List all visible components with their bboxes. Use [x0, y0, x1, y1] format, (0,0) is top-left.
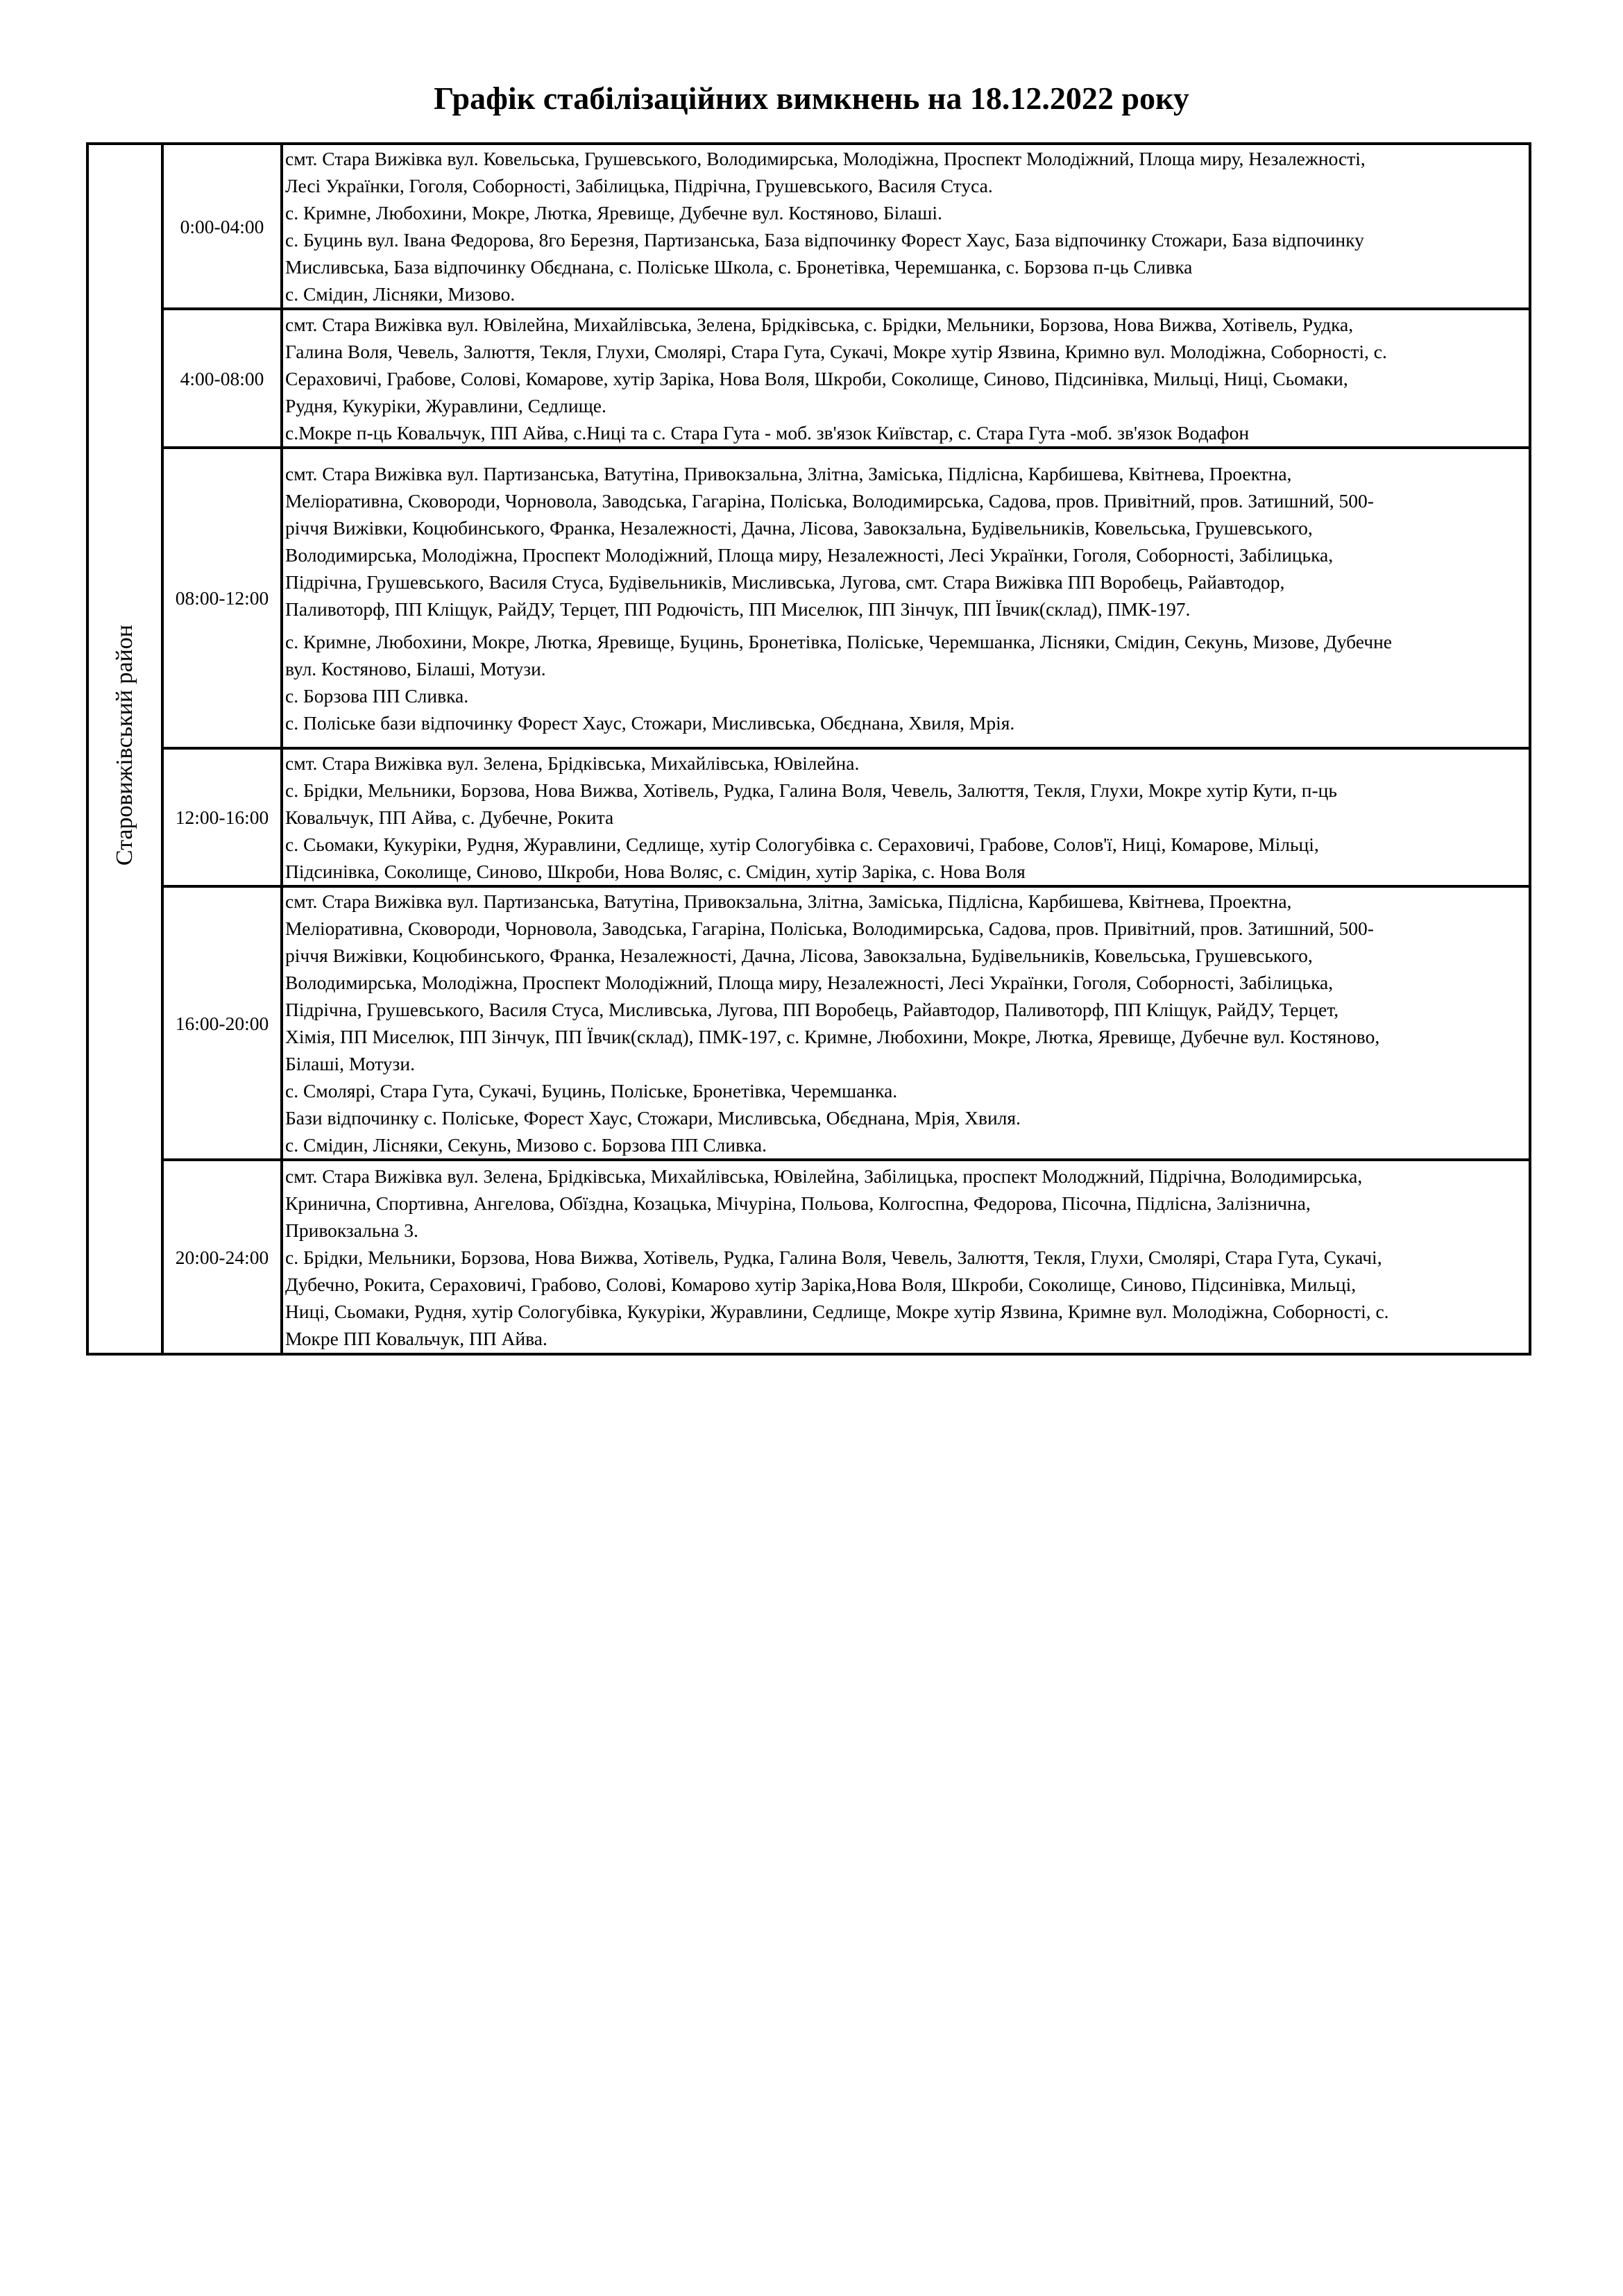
schedule-row	[87, 309, 1530, 448]
area-line: Мокре ПП Ковальчук, ПП Айва.	[285, 1327, 547, 1349]
time-slot-cell	[162, 1160, 282, 1354]
area-line: Хімія, ПП Миселюк, ПП Зінчук, ПП Ївчик(склад), ПМК-197, с. Кримне, Любохини, Мокре, Лютка, Яревище, Дубечне вул. Костяново,	[285, 1026, 1380, 1047]
area-line: Рудня, Кукуріки, Журавлини, Седлище.	[285, 394, 606, 416]
time-slot-cell	[162, 309, 282, 448]
outage-schedule-table	[86, 142, 1531, 1356]
area-line: с. Буцинь вул. Івана Федорова, 8го Березня, Партизанська, База відпочинку Форест Хаус, База відпочинку Стожари, База відпочинку	[285, 229, 1364, 251]
area-line: с. Сьомаки, Кукуріки, Рудня, Журавлини, Седлище, хутір Сологубівка с. Сераховичі, Грабове, Солов'ї, Ниці, Комарове, Мільці,	[285, 834, 1319, 855]
area-line: Підрічна, Грушевського, Василя Стуса, Мисливська, Лугова, ПП Воробець, Райавтодор, Паливоторф, ПП Кліщук, РайДУ, Терцет,	[285, 999, 1339, 1020]
time-slot-cell	[162, 448, 282, 748]
time-slot: 4:00-08:00	[180, 367, 264, 389]
area-line: с.Мокре п-ць Ковальчук, ПП Айва, с.Ниці та с. Стара Гута - моб. зв'язок Київстар, с. Стара Гута -моб. зв'язок Водафон	[285, 421, 1250, 444]
area-line: Лесі Українки, Гоголя, Соборності, Забілицька, Підрічна, Грушевського, Василя Стуса.	[285, 175, 993, 196]
district-cell	[87, 144, 162, 1354]
time-slot-cell	[162, 748, 282, 886]
schedule-row	[87, 748, 1530, 886]
area-line: Сераховичі, Грабове, Солові, Комарове, хутір Заріка, Нова Воля, Шкроби, Соколище, Синово, Підсинівка, Мильці, Ниці, Сьомаки,	[285, 367, 1348, 389]
affected-areas-cell	[282, 886, 1530, 1160]
area-line: смт. Стара Вижівка вул. Ювілейна, Михайлівська, Зелена, Брідківська, с. Брідки, Мельники, Борзова, Нова Вижва, Хотівель, Рудка,	[285, 313, 1354, 335]
area-line: Меліоративна, Сковороди, Чорновола, Заводська, Гагаріна, Поліська, Володимирська, Садова, пров. Привітний, пров. Затишний, 500-	[285, 918, 1374, 939]
area-line: смт. Стара Вижівка вул. Партизанська, Ватутіна, Привокзальна, Злітна, Заміська, Підлісна, Карбишева, Квітнева, Проектна,	[285, 890, 1292, 912]
area-line: Галина Воля, Чевель, Залюття, Текля, Глухи, Смолярі, Стара Гута, Сукачі, Мокре хутір Язвина, Кримно вул. Молодіжна, Соборності, с.	[285, 340, 1387, 362]
area-line: Мисливська, База відпочинку Обєднана, с. Поліське Школа, с. Бронетівка, Черемшанка, с. Борзова п-ць Сливка	[285, 256, 1193, 278]
affected-areas-cell	[282, 309, 1530, 448]
area-line: с. Смідин, Лісняки, Секунь, Мизово с. Борзова ПП Сливка.	[285, 1134, 767, 1156]
schedule-body	[87, 144, 1530, 1354]
area-line: Володимирська, Молодіжна, Проспект Молодіжний, Площа миру, Незалежності, Лесі Українки, Гоголя, Соборності, Забілицька,	[285, 972, 1334, 993]
area-line: річчя Вижівки, Коцюбинського, Франка, Незалежності, Дачна, Лісова, Завокзальна, Будівельників, Ковельська, Грушевського,	[285, 945, 1313, 966]
affected-areas-cell	[282, 748, 1530, 886]
area-line: с. Брідки, Мельники, Борзова, Нова Вижва, Хотівель, Рудка, Галина Воля, Чевель, Залюття, Текля, Глухи, Мокре хутір Кути, п-ць	[285, 779, 1337, 801]
area-line: с. Кримне, Любохини, Мокре, Лютка, Яревище, Дубечне вул. Костяново, Білаші.	[285, 202, 942, 223]
area-line: смт. Стара Вижівка вул. Зелена, Брідківська, Михайлівська, Ювілейна, Забілицька, проспект Молоджний, Підрічна, Володимирська,	[285, 1165, 1363, 1187]
affected-areas-cell	[282, 144, 1530, 309]
area-line: с. Кримне, Любохини, Мокре, Лютка, Яревище, Буцинь, Бронетівка, Поліське, Черемшанка, Лісняки, Смідин, Секунь, Мизове, Дубечне	[285, 630, 1392, 652]
area-line: Володимирська, Молодіжна, Проспект Молодіжний, Площа миру, Незалежності, Лесі Українки, Гоголя, Соборності, Забілицька,	[285, 543, 1334, 566]
area-line: Кринична, Спортивна, Ангелова, Обїздна, Козацька, Мічуріна, Польова, Колгоспна, Федорова, Пісочна, Підлісна, Залізнична,	[285, 1192, 1311, 1214]
time-slot: 0:00-04:00	[180, 215, 264, 237]
schedule-row	[87, 448, 1530, 748]
area-line: Привокзальна 3.	[285, 1219, 418, 1241]
time-slot: 12:00-16:00	[175, 807, 269, 828]
area-line: с. Смідин, Лісняки, Мизово.	[285, 283, 516, 305]
area-line: Підсинівка, Соколище, Синово, Шкроби, Нова Воляс, с. Смідин, хутір Заріка, с. Нова Воля	[285, 861, 1026, 882]
area-line: с. Брідки, Мельники, Борзова, Нова Вижва, Хотівель, Рудка, Галина Воля, Чевель, Залюття, Текля, Глухи, Смолярі, Стара Гута, Сукачі,	[285, 1246, 1382, 1268]
area-line: смт. Стара Вижівка вул. Зелена, Брідківська, Михайлівська, Ювілейна.	[285, 752, 860, 774]
time-slot-cell	[162, 144, 282, 309]
area-line: Бази відпочинку с. Поліське, Форест Хаус, Стожари, Мисливська, Обєднана, Мрія, Хвиля.	[285, 1107, 1021, 1129]
page-title: Графік стабілізаційних вимкнень на 18.12.2022 року	[434, 81, 1189, 116]
time-slot: 16:00-20:00	[175, 1012, 269, 1034]
schedule-row	[87, 1160, 1530, 1354]
area-line: Білаші, Мотузи.	[285, 1053, 415, 1074]
area-line: смт. Стара Вижівка вул. Партизанська, Ватутіна, Привокзальна, Злітна, Заміська, Підлісна, Карбишева, Квітнева, Проектна,	[285, 462, 1292, 484]
area-line: вул. Костяново, Білаші, Мотузи.	[285, 657, 546, 679]
affected-areas-cell	[282, 1160, 1530, 1354]
area-line: с. Поліське бази відпочинку Форест Хаус, Стожари, Мисливська, Обєднана, Хвиля, Мрія.	[285, 711, 1015, 734]
area-line: смт. Стара Вижівка вул. Ковельська, Грушевського, Володимирська, Молодіжна, Проспект Молодіжний, Площа миру, Незалежності,	[285, 148, 1366, 169]
area-line: Паливоторф, ПП Кліщук, РайДУ, Терцет, ПП Родючість, ПП Миселюк, ПП Зінчук, ПП Ївчик(склад), ПМК-197.	[285, 598, 1191, 620]
area-line: Ковальчук, ПП Айва, с. Дубечне, Рокита	[285, 807, 614, 828]
paragraph-gap	[285, 623, 1524, 628]
time-slot: 20:00-24:00	[175, 1246, 269, 1268]
district-name: Старовижівський район	[112, 625, 137, 866]
time-slot-cell	[162, 886, 282, 1160]
area-line: Дубечно, Рокита, Сераховичі, Грабово, Солові, Комарово хутір Заріка,Нова Воля, Шкроби, Соколище, Синово, Підсинівка, Мильці,	[285, 1273, 1357, 1295]
area-line: с. Смолярі, Стара Гута, Сукачі, Буцинь, Поліське, Бронетівка, Черемшанка.	[285, 1080, 898, 1101]
time-slot: 08:00-12:00	[175, 587, 269, 609]
schedule-row	[87, 144, 1530, 309]
area-line: Підрічна, Грушевського, Василя Стуса, Будівельників, Мисливська, Лугова, смт. Стара Вижівка ПП Воробець, Райавтодор,	[285, 571, 1285, 593]
affected-areas-cell	[282, 448, 1530, 748]
area-line: Меліоративна, Сковороди, Чорновола, Заводська, Гагаріна, Поліська, Володимирська, Садова, пров. Привітний, пров. Затишний, 500-	[285, 489, 1374, 512]
area-line: річчя Вижівки, Коцюбинського, Франка, Незалежності, Дачна, Лісова, Завокзальна, Будівельників, Ковельська, Грушевського,	[285, 516, 1313, 539]
area-line: Ниці, Сьомаки, Рудня, хутір Сологубівка, Кукуріки, Журавлини, Седлище, Мокре хутір Язвина, Кримне вул. Молодіжна, Соборності, с.	[285, 1300, 1389, 1322]
schedule-row	[87, 886, 1530, 1160]
area-line: с. Борзова ПП Сливка.	[285, 684, 469, 707]
